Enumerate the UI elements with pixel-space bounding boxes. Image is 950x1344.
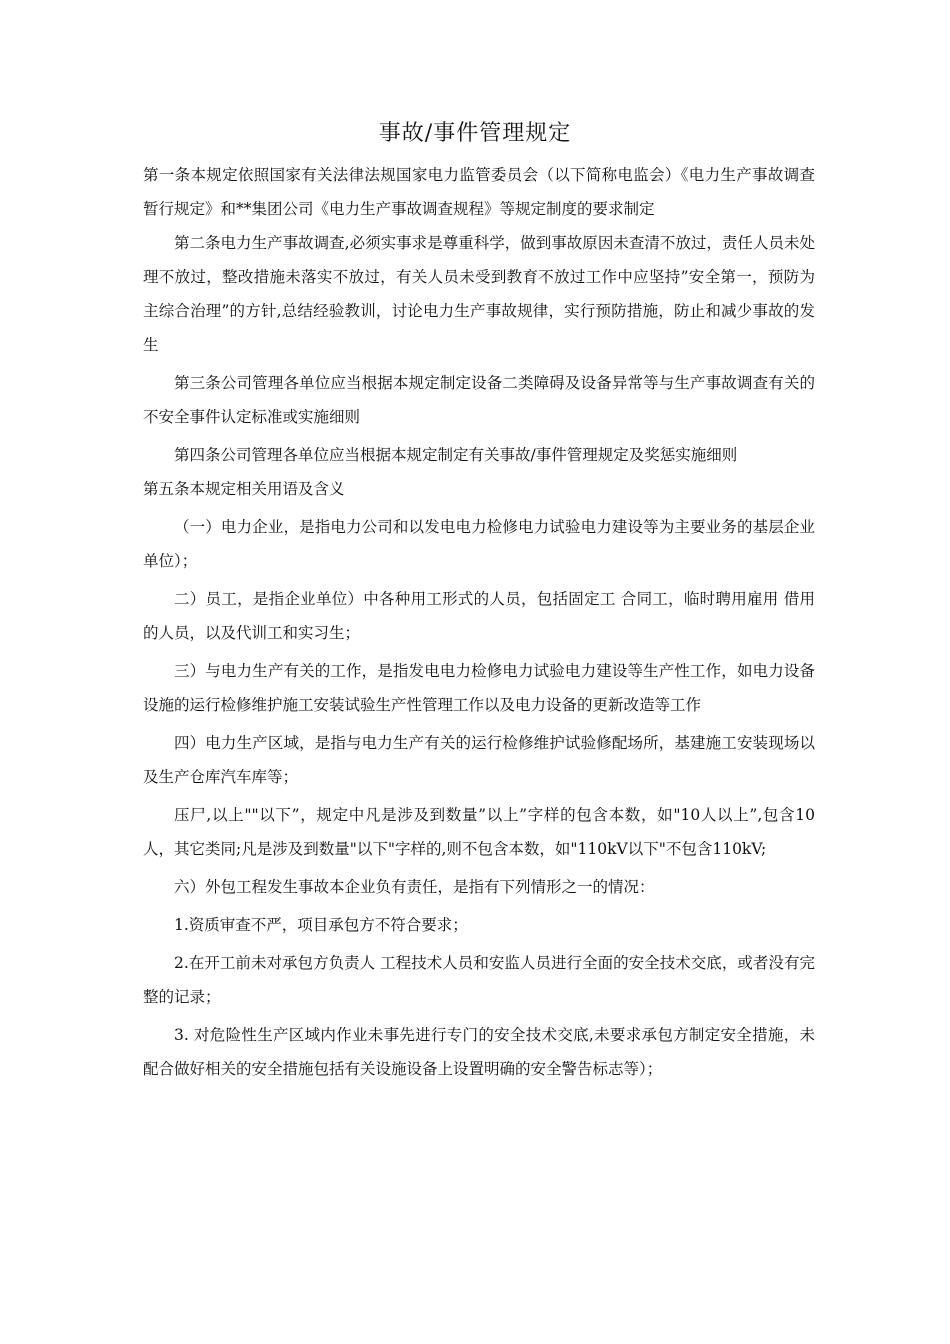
paragraph-article-4: 第四条公司管理各单位应当根据本规定制定有关事故/事件管理规定及奖惩实施细则 [174,446,738,464]
document-title: 事故/事件管理规定 [378,121,572,146]
paragraph-subitem-2: 2.在开工前未对承包方负责人 工程技术人员和安监人员进行全面的安全技术交底，或者没有完整的记录； [143,954,815,1006]
paragraph-article-3: 第三条公司管理各单位应当根据本规定制定设备二类障碍及设备异常等与生产事故调查有关的不安全事件认定标准或实施细则 [143,374,815,426]
paragraph-article-2: 第二条电力生产事故调查,必须实事求是尊重科学，做到事故原因未查清不放过，责任人员未处理不放过，整改措施未落实不放过，有关人员未受到教育不放过工作中应坚持”安全第一，预防为主综合治理”的方针,总结经验教训，讨论电力生产事故规律，实行预防措施，防止和减少事故的发生 [143,234,815,354]
paragraph-subitem-3: 3. 对危险性生产区域内作业未事先进行专门的安全技术交底,未要求承包方制定安全措施，未配合做好相关的安全措施包括有关设施设备上设置明确的安全警告标志等）； [143,1026,815,1078]
paragraph-item-2: 二）员工，是指企业单位）中各种用工形式的人员，包括固定工 合同工，临时聘用雇用 借用的人员，以及代训工和实习生； [143,590,815,642]
paragraph-subitem-1: 1.资质审查不严，项目承包方不符合要求； [174,916,468,934]
paragraph-article-1: 第一条本规定依照国家有关法律法规国家电力监管委员会（以下简称电监会）《电力生产事故调查暂行规定》和**集团公司《电力生产事故调查规程》等规定制度的要求制定 [143,166,815,218]
document-body [143,158,815,1090]
paragraph-item-3: 三）与电力生产有关的工作，是指发电电力检修电力试验电力建设等生产性工作，如电力设备设施的运行检修维护施工安装试验生产性管理工作以及电力设备的更新改造等工作 [143,662,815,714]
paragraph-article-5: 第五条本规定相关用语及含义 [143,480,345,498]
paragraph-item-4: 四）电力生产区域，是指与电力生产有关的运行检修维护试验修配场所，基建施工安装现场以及生产仓库汽车库等； [143,734,815,786]
paragraph-item-5: 压尸,以上""以下”，规定中凡是涉及到数量”以上”字样的包含本数，如"10人以上”,包含10人，其它类同;凡是涉及到数量"以下"字样的,则不包含本数，如"110kV以下"不包含110kV; [143,806,815,858]
paragraph-item-6: 六）外包工程发生事故本企业负有责任，是指有下列情形之一的情况： [174,878,655,896]
paragraph-item-1: （一）电力企业，是指电力公司和以发电电力检修电力试验电力建设等为主要业务的基层企业单位）； [143,518,815,570]
